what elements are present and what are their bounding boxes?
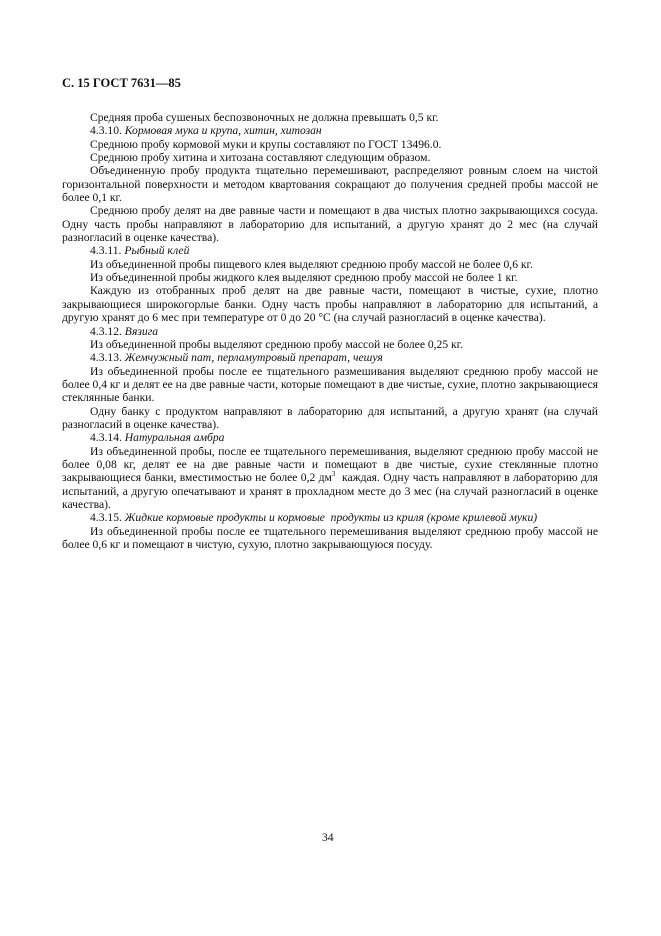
section-heading: [62, 431, 598, 444]
paragraph-text: каждая. Одну часть направляют в лабораторию для испытаний, а другую опечатывают и хранят в прохладном месте до 3 мес (на случай разногласий в оценке качества).: [62, 471, 601, 511]
section-heading: [62, 124, 598, 137]
section-heading: [62, 351, 598, 364]
section-heading: [62, 325, 598, 338]
page-header: С. 15 ГОСТ 7631—85: [62, 76, 181, 90]
paragraph: Одну банку с продуктом направляют в лабораторию для испытаний, а другую хранят (на случай разногласий в оценке качества).: [62, 404, 598, 431]
section-number: 4.3.14.: [90, 431, 122, 445]
section-title: Натуральная амбра: [124, 431, 225, 445]
paragraph: Среднюю пробу кормовой муки и крупы составляют по ГОСТ 13496.0.: [90, 137, 442, 151]
paragraph: Из объединенной пробы после ее тщательного размешивания выделяют среднюю пробу массой не более 0,4 кг и делят ее на две равные части, которые помещают в две чистые, сухие, плотно закрывающиеся стеклянные банки.: [62, 364, 598, 405]
paragraph: [62, 444, 601, 512]
superscript: 3: [331, 470, 336, 479]
paragraph: Средняя проба сушеных беспозвоночных не должна превышать 0,5 кг.: [90, 111, 439, 124]
paragraph: Из объединенной пробы после ее тщательного перемешивания выделяют среднюю пробу массой не более 0,6 кг и помещают в чистую, сухую, плотно закрывающуюся посуду.: [62, 524, 598, 551]
paragraph: Из объединенной пробы выделяют среднюю пробу массой не более 0,25 кг.: [90, 337, 464, 351]
section-title: Жемчужный пат, перламутровый препарат, чешуя: [124, 351, 383, 365]
section-number: 4.3.12.: [90, 324, 122, 338]
section-number: 4.3.15.: [90, 511, 122, 525]
paragraph-text: Из объединенной пробы, после ее тщательного перемешивания, выделяют среднюю пробу массой не более 0,08 кг, делят ее на две равные части и помещают в две чистые, сухие стеклянные плотно закрывающиеся банки, вместимостью не более 0,2 дм: [62, 444, 598, 485]
paragraph: Каждую из отобранных проб делят на две равные части, помещают в чистые, сухие, плотно закрывающиеся широкогорлые банки. Одну часть пробы направляют в лабораторию для испытаний, а другую хранят до 6 мес при температуре от 0 до 20 °С (на случай разногласий в оценке качества).: [62, 284, 598, 325]
section-number: 4.3.11.: [90, 244, 122, 258]
document-body: [62, 111, 601, 551]
section-number: 4.3.13.: [90, 351, 122, 365]
paragraph: Объединенную пробу продукта тщательно перемешивают, распределяют ровным слоем на чистой горизонтальной поверхности и методом квартования сокращают до получения средней пробы массой не более 0,1 кг.: [62, 164, 598, 205]
section-heading: [62, 511, 598, 524]
paragraph: Среднюю пробу хитина и хитозана составляют следующим образом.: [90, 151, 431, 165]
section-title: Кормовая мука и крупа, хитин, хитозан: [124, 124, 322, 138]
page-number: 34: [322, 831, 334, 844]
section-number: 4.3.10.: [90, 124, 122, 138]
paragraph: Из объединенной пробы пищевого клея выделяют среднюю пробу массой не более 0,6 кг.: [90, 257, 533, 271]
section-title: Вязига: [124, 324, 159, 338]
section-title: Жидкие кормовые продукты и кормовые продукты из криля (кроме крилевой муки): [124, 511, 538, 525]
section-heading: [62, 244, 598, 257]
paragraph: Среднюю пробу делят на две равные части и помещают в два чистых плотно закрывающихся сосуда. Одну часть пробы направляют в лабораторию для испытаний, а другую хранят до 2 мес (на случай разногласий в оценке качества).: [62, 204, 598, 245]
section-title: Рыбный клей: [124, 244, 190, 258]
paragraph: Из объединенной пробы жидкого клея выделяют среднюю пробу массой не более 1 кг.: [90, 271, 518, 285]
